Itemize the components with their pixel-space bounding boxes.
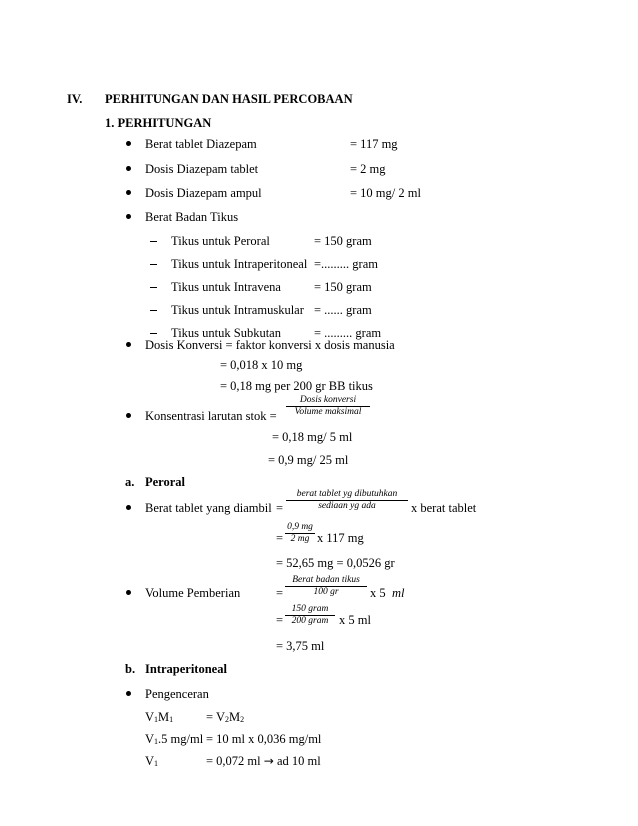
bullet-icon [126, 190, 131, 195]
bullet-icon [126, 214, 131, 219]
tikus-label: Tikus untuk Intramuskular [171, 303, 304, 317]
item-value: = 10 mg/ 2 ml [350, 186, 421, 200]
formula-row-1-rhs [206, 709, 244, 728]
bullet-icon [126, 413, 131, 418]
dosis-konversi-line1: Dosis Konversi = faktor konversi x dosis manusia [145, 338, 395, 352]
gram-fraction [285, 604, 335, 627]
fraction-denominator: 2 mg [290, 534, 310, 544]
dash-icon [150, 287, 157, 288]
gram-suffix: x 5 ml [339, 613, 371, 627]
item-label: Dosis Diazepam ampul [145, 186, 262, 200]
result-tail: ad 10 ml [276, 754, 321, 768]
bullet-icon [126, 141, 131, 146]
peroral-letter: a. [125, 475, 135, 489]
v-symbol: V [145, 754, 155, 768]
fraction-denominator: 200 gram [291, 616, 329, 626]
berat-tablet-label: Berat tablet yang diambil [145, 501, 272, 515]
volume-fraction [285, 575, 367, 598]
dosis-konversi-line2: = 0,018 x 10 mg [220, 358, 303, 372]
tikus-label: Tikus untuk Subkutan [171, 326, 281, 340]
subscript: 1 [154, 737, 159, 746]
fraction-denominator: Volume maksimal [294, 407, 362, 417]
v-symbol: V [145, 710, 155, 724]
volume-label: Volume Pemberian [145, 586, 241, 600]
equals-sign: = [276, 501, 284, 515]
tikus-label: Tikus untuk Intraperitoneal [171, 257, 308, 271]
tikus-value: = ...... gram [314, 303, 372, 317]
dash-icon [150, 241, 157, 242]
formula-row-2 [145, 731, 203, 750]
volume-suffix: x 5 [370, 586, 386, 600]
tikus-label: Tikus untuk Intravena [171, 280, 281, 294]
bullet-icon [126, 166, 131, 171]
fraction-numerator: 150 gram [291, 604, 329, 614]
result-value: = 0,072 ml [206, 754, 261, 768]
formula-row-3-rhs [206, 753, 321, 769]
tikus-value: = 150 gram [314, 280, 372, 294]
berat-suffix: x berat tablet [411, 501, 477, 515]
konsentrasi-line2: = 0,18 mg/ 5 ml [272, 430, 353, 444]
subscript: 1 [169, 715, 174, 724]
fraction-numerator: Berat badan tikus [292, 575, 360, 585]
item-label: Berat tablet Diazepam [145, 137, 257, 151]
dosis-konversi-line3: = 0,18 mg per 200 gr BB tikus [220, 379, 373, 393]
fraction-denominator: sediaan yg ada [318, 501, 376, 511]
konsentrasi-label: Konsentrasi larutan stok = [145, 409, 277, 423]
intraperitoneal-heading: Intraperitoneal [145, 662, 227, 676]
bullet-icon [126, 590, 131, 595]
item-value: = 2 mg [350, 162, 386, 176]
equals-sign: = [276, 586, 284, 600]
item-label: Berat Badan Tikus [145, 210, 239, 224]
berat-result: = 52,65 mg = 0,0526 gr [276, 556, 395, 570]
formula-row-3 [145, 753, 158, 772]
equals-v: = V [206, 710, 225, 724]
subscript: 1 [154, 715, 159, 724]
section-title: PERHITUNGAN DAN HASIL PERCOBAAN [105, 92, 353, 106]
dash-icon [150, 310, 157, 311]
subscript: 2 [224, 715, 229, 724]
tikus-label: Tikus untuk Peroral [171, 234, 270, 248]
fraction-numerator: Dosis konversi [299, 395, 357, 405]
tikus-value: = ......... gram [314, 326, 382, 340]
bullet-icon [126, 505, 131, 510]
arrow-right-icon: → [263, 754, 274, 768]
m-symbol: M [228, 710, 241, 724]
fraction-numerator: 0,9 mg [287, 522, 313, 532]
volume-result: = 3,75 ml [276, 639, 325, 653]
bullet-icon [126, 691, 131, 696]
formula-row-1 [145, 709, 173, 728]
berat-fraction [286, 489, 408, 512]
formula-row-2-rhs: = 10 ml x 0,036 mg/ml [206, 732, 322, 746]
item-value: = 117 mg [350, 137, 398, 151]
tikus-value: = 150 gram [314, 234, 372, 248]
equals-sign: = [276, 531, 284, 545]
equals-sign: = [276, 613, 284, 627]
pengenceran-label: Pengenceran [145, 687, 209, 701]
section-number: IV. [67, 92, 83, 106]
mg-suffix: x 117 mg [317, 531, 364, 545]
v-symbol: V [145, 732, 155, 746]
concentration: .5 mg/ml [158, 732, 204, 746]
volume-unit: ml [392, 586, 405, 600]
fraction-numerator: berat tablet yg dibutuhkan [296, 489, 398, 499]
peroral-heading: Peroral [145, 475, 186, 489]
konsentrasi-fraction [286, 395, 370, 418]
m-symbol: M [158, 710, 170, 724]
mg-fraction [285, 522, 315, 545]
item-label: Dosis Diazepam tablet [145, 162, 259, 176]
dash-icon [150, 264, 157, 265]
bullet-icon [126, 342, 131, 347]
subscript: 2 [240, 715, 245, 724]
dash-icon [150, 333, 157, 334]
tikus-value: =......... gram [314, 257, 378, 271]
intraperitoneal-letter: b. [125, 662, 136, 676]
subsection-perhitungan: 1. PERHITUNGAN [105, 116, 212, 130]
fraction-denominator: 100 gr [313, 587, 339, 597]
subscript: 1 [154, 759, 159, 768]
konsentrasi-line3: = 0,9 mg/ 25 ml [268, 453, 349, 467]
